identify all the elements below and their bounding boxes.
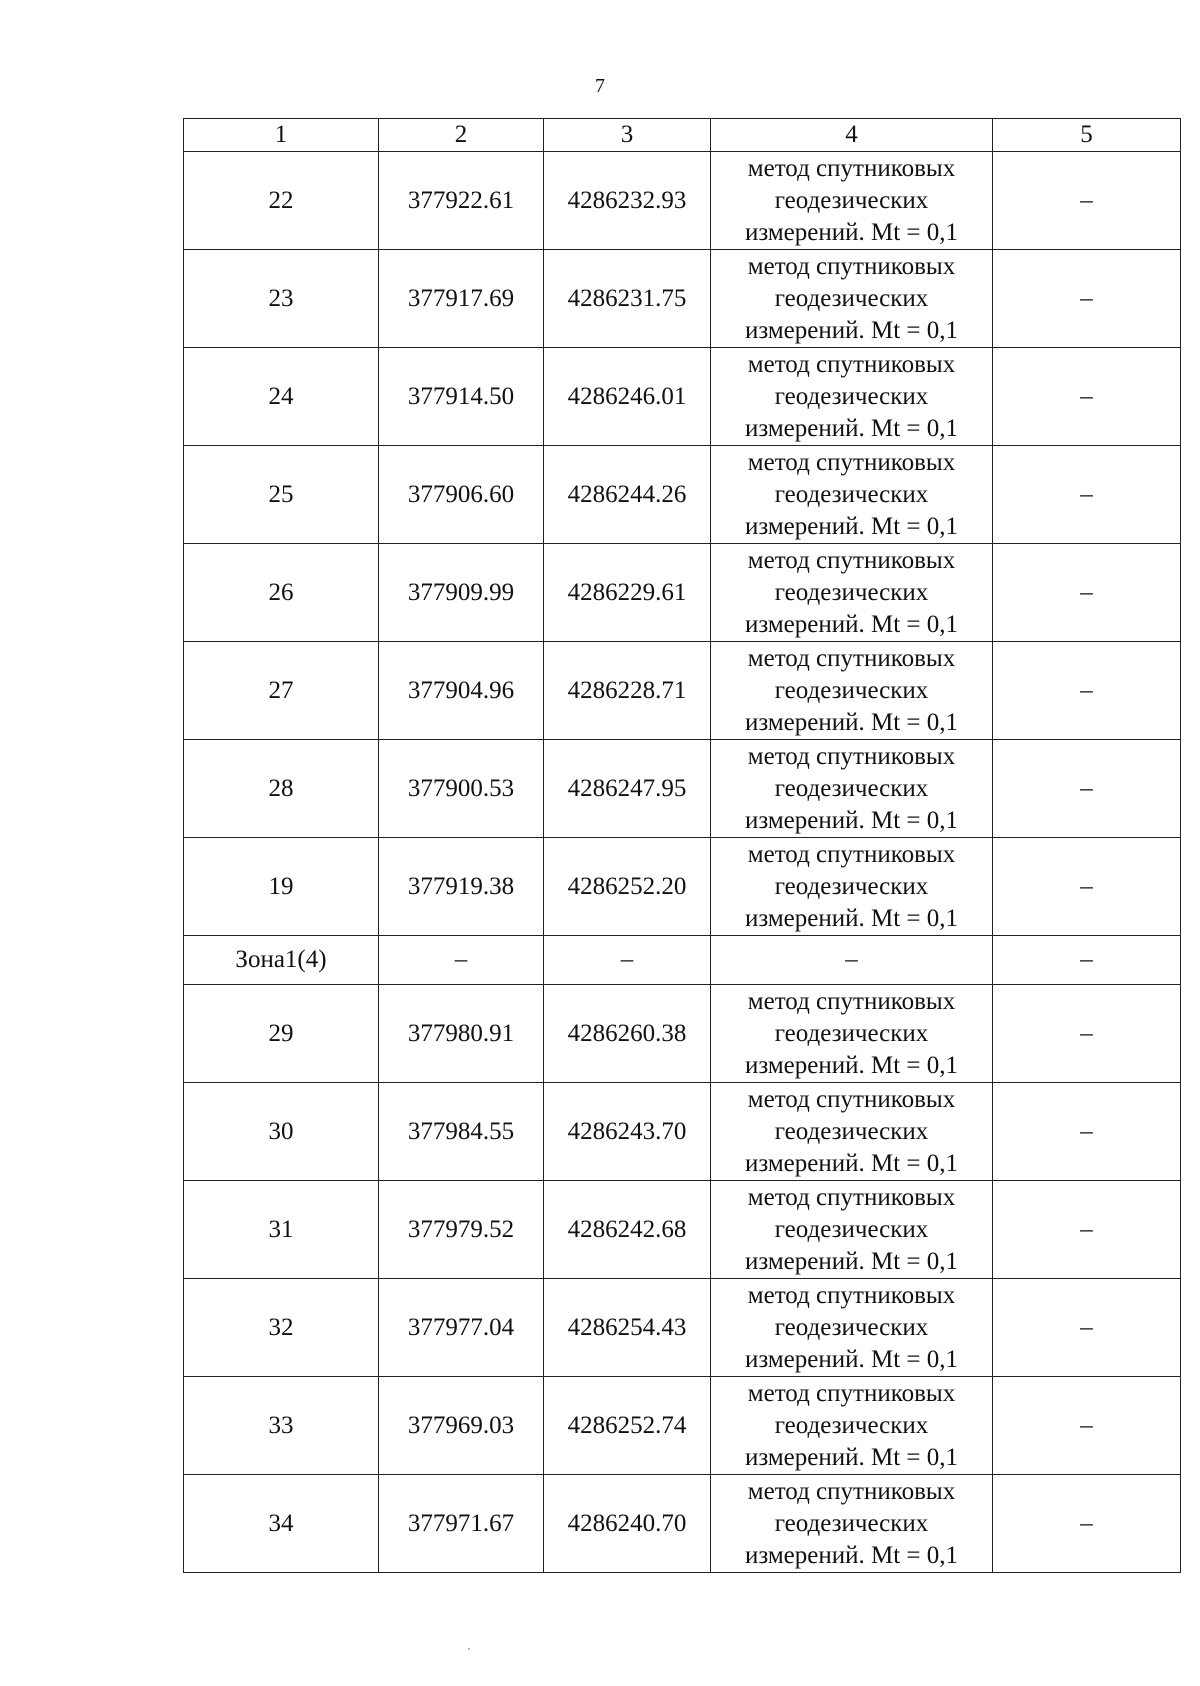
note-cell: – [993, 446, 1181, 544]
method-line: геодезических [774, 774, 929, 802]
point-number-cell: 26 [184, 544, 379, 642]
method-line: метод спутниковых [747, 840, 956, 868]
method-line: измерений. Mt = 0,1 [744, 610, 959, 638]
point-number-cell: 19 [184, 838, 379, 936]
x-coordinate-cell: 377909.99 [379, 544, 544, 642]
method-line: – [845, 946, 858, 973]
table-header-row [184, 119, 1181, 152]
method-cell [711, 936, 993, 985]
method-line: геодезических [774, 186, 929, 214]
method-line: измерений. Mt = 0,1 [744, 218, 959, 246]
method-line: геодезических [774, 872, 929, 900]
note-cell: – [993, 152, 1181, 250]
point-number-cell: 34 [184, 1475, 379, 1573]
point-number-cell: 29 [184, 985, 379, 1083]
method-cell [711, 838, 993, 936]
column-header-1: 1 [184, 119, 379, 152]
y-coordinate-cell: 4286244.26 [544, 446, 711, 544]
table-row [184, 642, 1181, 740]
y-coordinate-cell: 4286228.71 [544, 642, 711, 740]
method-cell [711, 348, 993, 446]
point-number-cell: 23 [184, 250, 379, 348]
table-row [184, 152, 1181, 250]
coordinates-table [183, 118, 1181, 1573]
point-number-cell: 27 [184, 642, 379, 740]
method-line: метод спутниковых [747, 742, 956, 770]
method-cell [711, 544, 993, 642]
method-line: измерений. Mt = 0,1 [744, 1443, 959, 1471]
column-header-3: 3 [544, 119, 711, 152]
table-row [184, 1475, 1181, 1573]
x-coordinate-cell: 377900.53 [379, 740, 544, 838]
note-cell: – [993, 936, 1181, 985]
method-line: метод спутниковых [747, 1085, 956, 1113]
x-coordinate-cell: 377979.52 [379, 1181, 544, 1279]
y-coordinate-cell: 4286229.61 [544, 544, 711, 642]
method-line: геодезических [774, 1509, 929, 1537]
table-body [184, 119, 1181, 1573]
method-cell [711, 985, 993, 1083]
point-number-cell: 32 [184, 1279, 379, 1377]
x-coordinate-cell: 377914.50 [379, 348, 544, 446]
note-cell: – [993, 544, 1181, 642]
x-coordinate-cell: 377984.55 [379, 1083, 544, 1181]
note-cell: – [993, 1475, 1181, 1573]
method-line: метод спутниковых [747, 448, 956, 476]
method-line: измерений. Mt = 0,1 [744, 414, 959, 442]
table-row [184, 1083, 1181, 1181]
method-cell [711, 1083, 993, 1181]
x-coordinate-cell: 377971.67 [379, 1475, 544, 1573]
x-coordinate-cell: – [379, 936, 544, 985]
method-line: метод спутниковых [747, 644, 956, 672]
point-number-cell: 33 [184, 1377, 379, 1475]
method-line: измерений. Mt = 0,1 [744, 1149, 959, 1177]
x-coordinate-cell: 377977.04 [379, 1279, 544, 1377]
table-row [184, 348, 1181, 446]
method-line: геодезических [774, 480, 929, 508]
table-row [184, 1181, 1181, 1279]
method-line: метод спутниковых [747, 1281, 956, 1309]
method-line: геодезических [774, 578, 929, 606]
method-line: геодезических [774, 1215, 929, 1243]
method-line: геодезических [774, 676, 929, 704]
method-line: метод спутниковых [747, 1477, 956, 1505]
table-row [184, 838, 1181, 936]
y-coordinate-cell: 4286242.68 [544, 1181, 711, 1279]
x-coordinate-cell: 377917.69 [379, 250, 544, 348]
page-number: 7 [595, 75, 605, 97]
method-line: измерений. Mt = 0,1 [744, 904, 959, 932]
y-coordinate-cell: 4286240.70 [544, 1475, 711, 1573]
table-row [184, 985, 1181, 1083]
method-line: измерений. Mt = 0,1 [744, 1345, 959, 1373]
method-line: геодезических [774, 284, 929, 312]
column-header-4: 4 [711, 119, 993, 152]
column-header-2: 2 [379, 119, 544, 152]
y-coordinate-cell: 4286254.43 [544, 1279, 711, 1377]
method-cell [711, 1377, 993, 1475]
method-line: метод спутниковых [747, 1183, 956, 1211]
method-line: измерений. Mt = 0,1 [744, 1247, 959, 1275]
note-cell: – [993, 985, 1181, 1083]
y-coordinate-cell: 4286243.70 [544, 1083, 711, 1181]
y-coordinate-cell: 4286246.01 [544, 348, 711, 446]
table-row [184, 446, 1181, 544]
table-row [184, 740, 1181, 838]
x-coordinate-cell: 377969.03 [379, 1377, 544, 1475]
point-number-cell: 28 [184, 740, 379, 838]
method-line: геодезических [774, 1117, 929, 1145]
point-number-cell: 30 [184, 1083, 379, 1181]
method-line: измерений. Mt = 0,1 [744, 1051, 959, 1079]
note-cell: – [993, 1181, 1181, 1279]
note-cell: – [993, 740, 1181, 838]
method-cell [711, 1279, 993, 1377]
table-row [184, 1377, 1181, 1475]
note-cell: – [993, 838, 1181, 936]
y-coordinate-cell: 4286260.38 [544, 985, 711, 1083]
method-line: геодезических [774, 1313, 929, 1341]
note-cell: – [993, 348, 1181, 446]
scan-speck [468, 1648, 470, 1650]
method-line: метод спутниковых [747, 154, 956, 182]
method-line: геодезических [774, 382, 929, 410]
point-number-cell: 24 [184, 348, 379, 446]
method-line: метод спутниковых [747, 1379, 956, 1407]
table-row [184, 544, 1181, 642]
note-cell: – [993, 642, 1181, 740]
method-cell [711, 740, 993, 838]
table-row [184, 1279, 1181, 1377]
method-line: измерений. Mt = 0,1 [744, 1541, 959, 1569]
method-line: метод спутниковых [747, 252, 956, 280]
method-cell [711, 250, 993, 348]
method-cell [711, 446, 993, 544]
method-line: измерений. Mt = 0,1 [744, 316, 959, 344]
x-coordinate-cell: 377919.38 [379, 838, 544, 936]
zone-header-row [184, 936, 1181, 985]
y-coordinate-cell: 4286231.75 [544, 250, 711, 348]
method-line: измерений. Mt = 0,1 [744, 806, 959, 834]
point-number-cell: Зона1(4) [184, 936, 379, 985]
method-line: геодезических [774, 1019, 929, 1047]
method-line: измерений. Mt = 0,1 [744, 708, 959, 736]
x-coordinate-cell: 377906.60 [379, 446, 544, 544]
point-number-cell: 22 [184, 152, 379, 250]
x-coordinate-cell: 377980.91 [379, 985, 544, 1083]
note-cell: – [993, 1083, 1181, 1181]
y-coordinate-cell: 4286252.74 [544, 1377, 711, 1475]
method-cell [711, 642, 993, 740]
y-coordinate-cell: 4286247.95 [544, 740, 711, 838]
table-row [184, 250, 1181, 348]
point-number-cell: 31 [184, 1181, 379, 1279]
point-number-cell: 25 [184, 446, 379, 544]
column-header-5: 5 [993, 119, 1181, 152]
method-line: измерений. Mt = 0,1 [744, 512, 959, 540]
method-cell [711, 1475, 993, 1573]
method-line: метод спутниковых [747, 350, 956, 378]
note-cell: – [993, 1377, 1181, 1475]
method-line: метод спутниковых [747, 546, 956, 574]
y-coordinate-cell: 4286232.93 [544, 152, 711, 250]
note-cell: – [993, 250, 1181, 348]
x-coordinate-cell: 377922.61 [379, 152, 544, 250]
method-cell [711, 1181, 993, 1279]
note-cell: – [993, 1279, 1181, 1377]
method-line: метод спутниковых [747, 987, 956, 1015]
y-coordinate-cell: 4286252.20 [544, 838, 711, 936]
x-coordinate-cell: 377904.96 [379, 642, 544, 740]
method-cell [711, 152, 993, 250]
method-line: геодезических [774, 1411, 929, 1439]
y-coordinate-cell: – [544, 936, 711, 985]
